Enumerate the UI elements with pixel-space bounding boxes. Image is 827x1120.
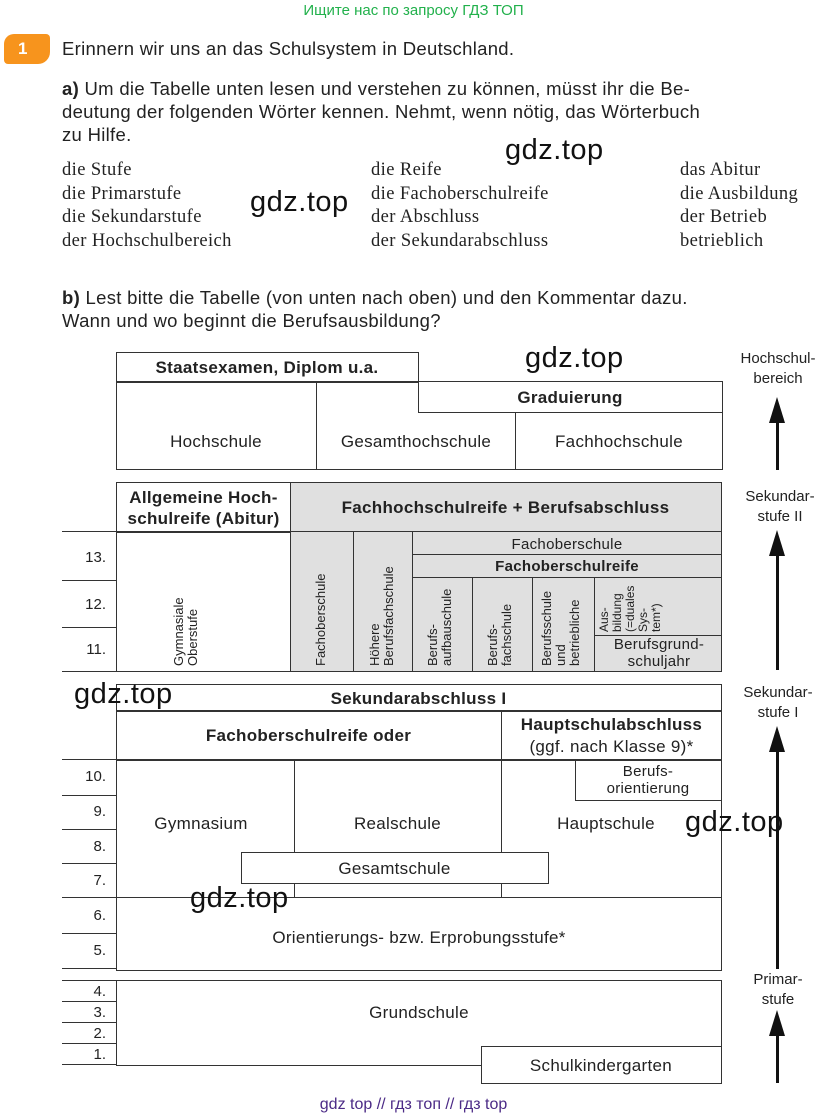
arrow-shaft bbox=[776, 1035, 779, 1083]
staatsexamen-box bbox=[116, 352, 419, 383]
vocab-item: die Fachoberschulreife bbox=[371, 183, 549, 204]
berufsfachschule-label: Berufs- fachschule bbox=[485, 603, 514, 666]
grade-line bbox=[62, 897, 116, 898]
vocab-column-2 bbox=[371, 159, 549, 253]
gesamthochschule-label: Gesamthochschule bbox=[340, 432, 492, 451]
fachoberschule-vertical-label: Fachoberschule bbox=[313, 573, 328, 666]
task-a bbox=[62, 77, 822, 146]
grade-number: 10. bbox=[85, 768, 106, 785]
vocab-item: die Primarstufe bbox=[62, 183, 182, 204]
exercise-number-badge bbox=[4, 34, 50, 64]
berufsgrundschuljahr-line-2: schuljahr bbox=[627, 653, 691, 670]
divider bbox=[316, 381, 317, 470]
vocab-item: das Abitur bbox=[680, 160, 761, 180]
vocab-item: der Hochschulbereich bbox=[62, 230, 232, 251]
arrow-up-icon bbox=[769, 530, 785, 556]
task-a-line-1: Um die Tabelle unten lesen und verstehen zu können, müsst ihr die Be- bbox=[84, 78, 691, 99]
side-label-line: bereich bbox=[753, 370, 803, 387]
vocab-item: der Sekundarabschluss bbox=[371, 230, 549, 251]
grade-line bbox=[62, 1064, 116, 1065]
exercise-number: 1 bbox=[18, 39, 28, 58]
hauptschule-label: Hauptschule bbox=[557, 814, 655, 833]
grade-line bbox=[62, 580, 116, 581]
side-label-line: Sekundar- bbox=[745, 488, 815, 505]
fh-reife-berufsabschluss-label: Fachhochschulreife + Berufsabschluss bbox=[341, 498, 670, 517]
footer-note: gdz top // гдз топ // гдз top bbox=[319, 1096, 508, 1113]
task-b bbox=[62, 286, 822, 332]
grade-line bbox=[62, 829, 116, 830]
hochschule-label: Hochschule bbox=[170, 432, 262, 451]
side-label-sekundarstufe-2 bbox=[730, 487, 827, 527]
allgemeine-hochschulreife-box bbox=[116, 482, 292, 533]
watermark: gdz.top bbox=[685, 806, 784, 838]
hoehere-berufsfachschule-label: Höhere Berufsfachschule bbox=[367, 566, 396, 666]
grade-line bbox=[62, 863, 116, 864]
watermark: gdz.top bbox=[74, 678, 173, 710]
side-label-line: stufe II bbox=[757, 508, 803, 525]
task-a-label: a) bbox=[62, 78, 80, 99]
grade-line bbox=[62, 980, 116, 981]
watermark: gdz.top bbox=[190, 882, 289, 914]
vocab-item: der Abschluss bbox=[371, 207, 480, 227]
divider bbox=[412, 554, 722, 555]
hauptschulabschluss-line-1: Hauptschulabschluss bbox=[520, 715, 703, 734]
arrow-up-icon bbox=[769, 397, 785, 423]
grade-line bbox=[62, 531, 116, 532]
hauptschulabschluss-label bbox=[501, 714, 722, 758]
watermark: gdz.top bbox=[505, 134, 604, 166]
berufsgrundschuljahr-line-1: Berufsgrund- bbox=[613, 636, 705, 653]
grade-number: 4. bbox=[93, 983, 106, 1000]
vocab-item: die Stufe bbox=[62, 160, 132, 180]
grade-number: 7. bbox=[93, 872, 106, 889]
header-note: Ищите нас по запросу ГДЗ ТОП bbox=[303, 2, 524, 19]
duale-ausbildung-label: Aus- bildung (=duales Sys- tem*) bbox=[597, 585, 663, 632]
vocab-item: betrieblich bbox=[680, 230, 764, 251]
divider bbox=[532, 577, 533, 672]
side-label-line: stufe I bbox=[757, 704, 799, 721]
side-label-primarstufe bbox=[728, 970, 827, 1010]
allgemeine-hochschulreife-line-2: schulreife (Abitur) bbox=[127, 509, 280, 528]
divider bbox=[353, 531, 354, 672]
vocab-item: der Betrieb bbox=[680, 207, 768, 227]
orientierungsstufe-label: Orientierungs- bzw. Erprobungsstufe* bbox=[272, 928, 566, 947]
task-b-line-2: Wann und wo beginnt die Berufsausbildung? bbox=[62, 310, 441, 331]
grade-line bbox=[62, 759, 116, 760]
grade-line bbox=[62, 933, 116, 934]
berufsorientierung-line-1: Berufs- bbox=[622, 763, 674, 780]
grade-line bbox=[62, 795, 116, 796]
side-label-line: Hochschul- bbox=[740, 350, 816, 367]
grade-line bbox=[62, 627, 116, 628]
arrow-shaft bbox=[776, 555, 779, 670]
berufsorientierung-box bbox=[575, 760, 722, 801]
grade-number: 13. bbox=[85, 549, 106, 566]
schulkindergarten-label: Schulkindergarten bbox=[529, 1056, 673, 1075]
berufsschule-label: Berufsschule und betriebliche bbox=[539, 590, 582, 666]
side-label-line: stufe bbox=[761, 991, 795, 1008]
side-label-sekundarstufe-1 bbox=[728, 683, 827, 723]
grade-line bbox=[62, 968, 116, 969]
berufsgrundschuljahr-label bbox=[596, 636, 722, 670]
grade-number: 1. bbox=[93, 1046, 106, 1063]
sekundarabschluss-box bbox=[116, 684, 722, 712]
grade-number: 3. bbox=[93, 1004, 106, 1021]
vocab-column-3 bbox=[680, 159, 798, 253]
grade-line bbox=[62, 1022, 116, 1023]
fachoberschule-label: Fachoberschule bbox=[511, 536, 623, 553]
staatsexamen-label: Staatsexamen, Diplom u.a. bbox=[155, 358, 379, 377]
grade-number: 12. bbox=[85, 596, 106, 613]
side-label-line: Sekundar- bbox=[743, 684, 813, 701]
gesamtschule-box bbox=[241, 852, 549, 884]
gymnasiale-oberstufe-label: Gymnasiale Oberstufe bbox=[171, 597, 200, 666]
fachoberschulreife-label: Fachoberschulreife bbox=[495, 558, 639, 575]
grade-number: 6. bbox=[93, 907, 106, 924]
arrow-shaft bbox=[776, 422, 779, 470]
graduierung-label: Graduierung bbox=[517, 388, 623, 407]
schulkindergarten-box bbox=[481, 1046, 722, 1084]
gesamtschule-label: Gesamtschule bbox=[338, 859, 451, 878]
gymnasium-label: Gymnasium bbox=[154, 814, 248, 833]
divider bbox=[472, 577, 473, 672]
arrow-up-icon bbox=[769, 1010, 785, 1036]
fh-reife-berufsabschluss-box bbox=[290, 482, 722, 533]
watermark: gdz.top bbox=[250, 186, 349, 218]
allgemeine-hochschulreife-line-1: Allgemeine Hoch- bbox=[129, 488, 278, 507]
grade-line bbox=[62, 671, 116, 672]
arrow-up-icon bbox=[769, 726, 785, 752]
task-a-line-3: zu Hilfe. bbox=[62, 124, 132, 145]
vocab-item: die Sekundarstufe bbox=[62, 207, 202, 227]
arrow-shaft bbox=[776, 751, 779, 969]
berufsaufbauschule-label: Berufs- aufbauschule bbox=[425, 588, 454, 666]
divider bbox=[412, 577, 722, 578]
vocab-item: die Reife bbox=[371, 160, 442, 180]
side-label-line: Primar- bbox=[753, 971, 803, 988]
sekundarabschluss-label: Sekundarabschluss I bbox=[330, 689, 507, 708]
vocab-item: die Ausbildung bbox=[680, 183, 799, 204]
grade-number: 2. bbox=[93, 1025, 106, 1042]
grade-number: 9. bbox=[93, 803, 106, 820]
vocab-column-1 bbox=[62, 159, 232, 253]
intro-text: Erinnern wir uns an das Schulsystem in Deutschland. bbox=[62, 38, 515, 59]
grade-number: 11. bbox=[86, 641, 106, 658]
allgemeine-hochschulreife-label bbox=[117, 487, 290, 529]
fachoberschulreife-oder-label: Fachoberschulreife oder bbox=[205, 726, 412, 745]
grade-line bbox=[62, 1043, 116, 1044]
hauptschulabschluss-line-2: (ggf. nach Klasse 9)* bbox=[529, 737, 694, 756]
graduierung-box bbox=[418, 381, 723, 413]
task-a-line-2: deutung der folgenden Wörter kennen. Nehmt, wenn nötig, das Wörterbuch bbox=[62, 101, 701, 122]
fachhochschule-label: Fachhochschule bbox=[555, 432, 683, 451]
watermark: gdz.top bbox=[525, 342, 624, 374]
side-label-hochschulbereich bbox=[728, 349, 827, 389]
berufsorientierung-label bbox=[576, 763, 720, 797]
grade-number: 8. bbox=[93, 838, 106, 855]
task-b-label: b) bbox=[62, 287, 81, 308]
realschule-label: Realschule bbox=[353, 814, 442, 833]
grundschule-label: Grundschule bbox=[369, 1003, 469, 1022]
grade-number: 5. bbox=[93, 942, 106, 959]
grade-line bbox=[62, 1001, 116, 1002]
task-b-line-1: Lest bitte die Tabelle (von unten nach oben) und den Kommentar dazu. bbox=[85, 287, 688, 308]
berufsorientierung-line-2: orientierung bbox=[606, 780, 690, 797]
